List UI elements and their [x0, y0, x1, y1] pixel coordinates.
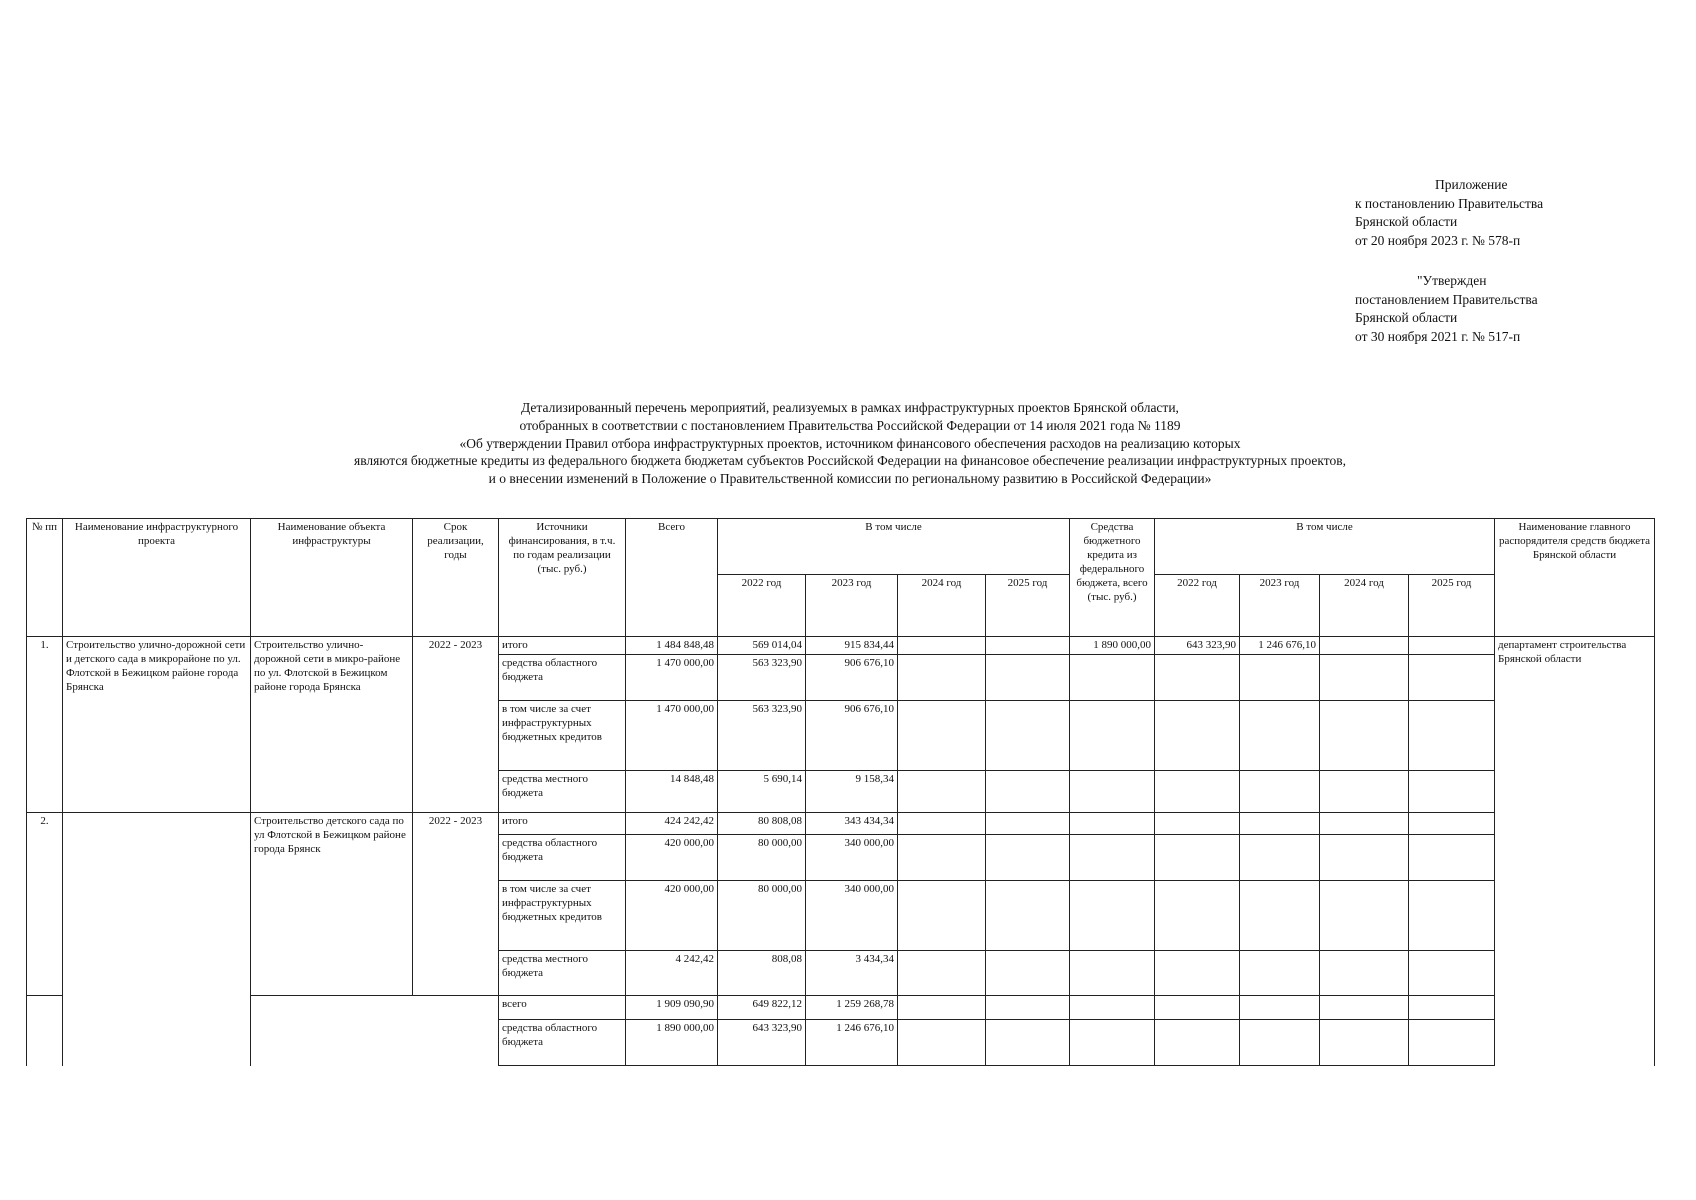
object-name: Строительство детского сада по ул Флотской в Бежицком районе города Брянск	[251, 813, 413, 996]
manager-cell: департамент строительства Брянской области	[1495, 637, 1655, 813]
term-cell: 2022 - 2023	[413, 813, 499, 996]
header-year: 2022 год	[1155, 575, 1240, 637]
source-label: средства областного бюджета	[499, 655, 626, 701]
value-cell: 343 434,34	[806, 813, 898, 835]
value-cell: 5 690,14	[718, 771, 806, 813]
header-year: 2024 год	[898, 575, 986, 637]
header-year: 2023 год	[806, 575, 898, 637]
manager-cell-continued	[1495, 813, 1655, 1066]
source-label: средства местного бюджета	[499, 771, 626, 813]
empty-cell	[251, 996, 499, 1066]
header-year: 2025 год	[1409, 575, 1495, 637]
source-label: всего	[499, 996, 626, 1020]
value-cell: 1 890 000,00	[626, 1020, 718, 1066]
header-year: 2023 год	[1240, 575, 1320, 637]
appendix-line: Брянской области	[1355, 214, 1458, 229]
empty-cell	[898, 637, 986, 655]
source-label: в том числе за счет инфраструктурных бюджетных кредитов	[499, 881, 626, 951]
value-cell: 569 014,04	[718, 637, 806, 655]
source-label: средства местного бюджета	[499, 951, 626, 996]
appendix-title: Приложение	[1435, 177, 1508, 192]
source-label: средства областного бюджета	[499, 1020, 626, 1066]
value-cell: 1 246 676,10	[806, 1020, 898, 1066]
approval-title: "Утвержден	[1417, 273, 1487, 288]
value-cell: 915 834,44	[806, 637, 898, 655]
value-cell: 4 242,42	[626, 951, 718, 996]
value-cell: 340 000,00	[806, 835, 898, 881]
value-cell: 340 000,00	[806, 881, 898, 951]
value-cell: 80 000,00	[718, 881, 806, 951]
header-sources: Источники финансирования, в т.ч. по годам реализации (тыс. руб.)	[499, 519, 626, 637]
source-label: итого	[499, 637, 626, 655]
title-line: являются бюджетные кредиты из федерального бюджета бюджетам субъектов Российской Федерации на финансовое обеспечение реализации инфраструктурных проектов,	[354, 453, 1346, 469]
value-cell: 1 470 000,00	[626, 655, 718, 701]
header-including: В том числе	[718, 519, 1070, 575]
appendix-line: к постановлению Правительства	[1355, 195, 1544, 211]
source-label: средства областного бюджета	[499, 835, 626, 881]
value-cell: 9 158,34	[806, 771, 898, 813]
value-cell: 80 808,08	[718, 813, 806, 835]
table-row	[27, 813, 1655, 835]
value-cell: 14 848,48	[626, 771, 718, 813]
approval-line: Брянской области	[1355, 310, 1458, 325]
title-line: отобранных в соответствии с постановлением Правительства Российской Федерации от 14 июля 2021 года № 1189	[519, 417, 1181, 433]
value-cell: 643 323,90	[1155, 637, 1240, 655]
table-row	[27, 637, 1655, 655]
source-label: в том числе за счет инфраструктурных бюджетных кредитов	[499, 701, 626, 771]
value-cell: 80 000,00	[718, 835, 806, 881]
value-cell: 1 470 000,00	[626, 701, 718, 771]
value-cell: 420 000,00	[626, 835, 718, 881]
value-cell: 643 323,90	[718, 1020, 806, 1066]
header-term: Срок реализации, годы	[413, 519, 499, 637]
value-cell: 424 242,42	[626, 813, 718, 835]
header-object: Наименование объекта инфраструктуры	[251, 519, 413, 637]
header-including: В том числе	[1155, 519, 1495, 575]
empty-cell	[1409, 637, 1495, 655]
credit-cell: 1 890 000,00	[1070, 637, 1155, 655]
value-cell: 563 323,90	[718, 655, 806, 701]
title-line: Детализированный перечень мероприятий, реализуемых в рамках инфраструктурных проектов Брянской области,	[521, 400, 1179, 415]
approval-line: постановлением Правительства	[1355, 291, 1538, 307]
title-line: и о внесении изменений в Положение о Правительственной комиссии по региональному развитию в Российской Федерации»	[488, 471, 1212, 487]
table-row	[27, 996, 1655, 1020]
header-credit: Средства бюджетного кредита из федерального бюджета, всего (тыс. руб.)	[1070, 519, 1155, 637]
header-total: Всего	[626, 519, 718, 637]
appendix-block	[1355, 176, 1645, 250]
value-cell: 649 822,12	[718, 996, 806, 1020]
term-cell: 2022 - 2023	[413, 637, 499, 813]
approval-line: от 30 ноября 2021 г. № 517-п	[1355, 328, 1521, 344]
appendix-line: от 20 ноября 2023 г. № 578-п	[1355, 232, 1521, 248]
header-year: 2025 год	[986, 575, 1070, 637]
value-cell: 3 434,34	[806, 951, 898, 996]
project-name-continued	[63, 813, 251, 1066]
value-cell: 420 000,00	[626, 881, 718, 951]
approval-block	[1355, 272, 1655, 346]
empty-cell	[986, 637, 1070, 655]
value-cell: 563 323,90	[718, 701, 806, 771]
value-cell: 906 676,10	[806, 701, 898, 771]
header-year: 2024 год	[1320, 575, 1409, 637]
title-line: «Об утверждении Правил отбора инфраструктурных проектов, источником финансового обеспечения расходов на реализацию которых	[459, 435, 1241, 451]
value-cell: 1 484 848,48	[626, 637, 718, 655]
value-cell: 1 246 676,10	[1240, 637, 1320, 655]
header-manager: Наименование главного распорядителя средств бюджета Брянской области	[1495, 519, 1655, 637]
empty-cell	[1320, 637, 1409, 655]
empty-cell	[27, 996, 63, 1066]
project-name: Строительство улично-дорожной сети и детского сада в микрорайоне по ул. Флотской в Бежицком районе города Брянска	[63, 637, 251, 813]
row-number: 1.	[27, 637, 63, 813]
document-title	[180, 399, 1520, 488]
source-label: итого	[499, 813, 626, 835]
object-name: Строительство улично-дорожной сети в микро-районе по ул. Флотской в Бежицком районе города Брянска	[251, 637, 413, 813]
value-cell: 1 259 268,78	[806, 996, 898, 1020]
header-year: 2022 год	[718, 575, 806, 637]
header-project: Наименование инфраструктурного проекта	[63, 519, 251, 637]
row-number: 2.	[27, 813, 63, 996]
projects-table	[26, 518, 1655, 1066]
value-cell: 906 676,10	[806, 655, 898, 701]
header-num: № пп	[27, 519, 63, 637]
value-cell: 1 909 090,90	[626, 996, 718, 1020]
value-cell: 808,08	[718, 951, 806, 996]
